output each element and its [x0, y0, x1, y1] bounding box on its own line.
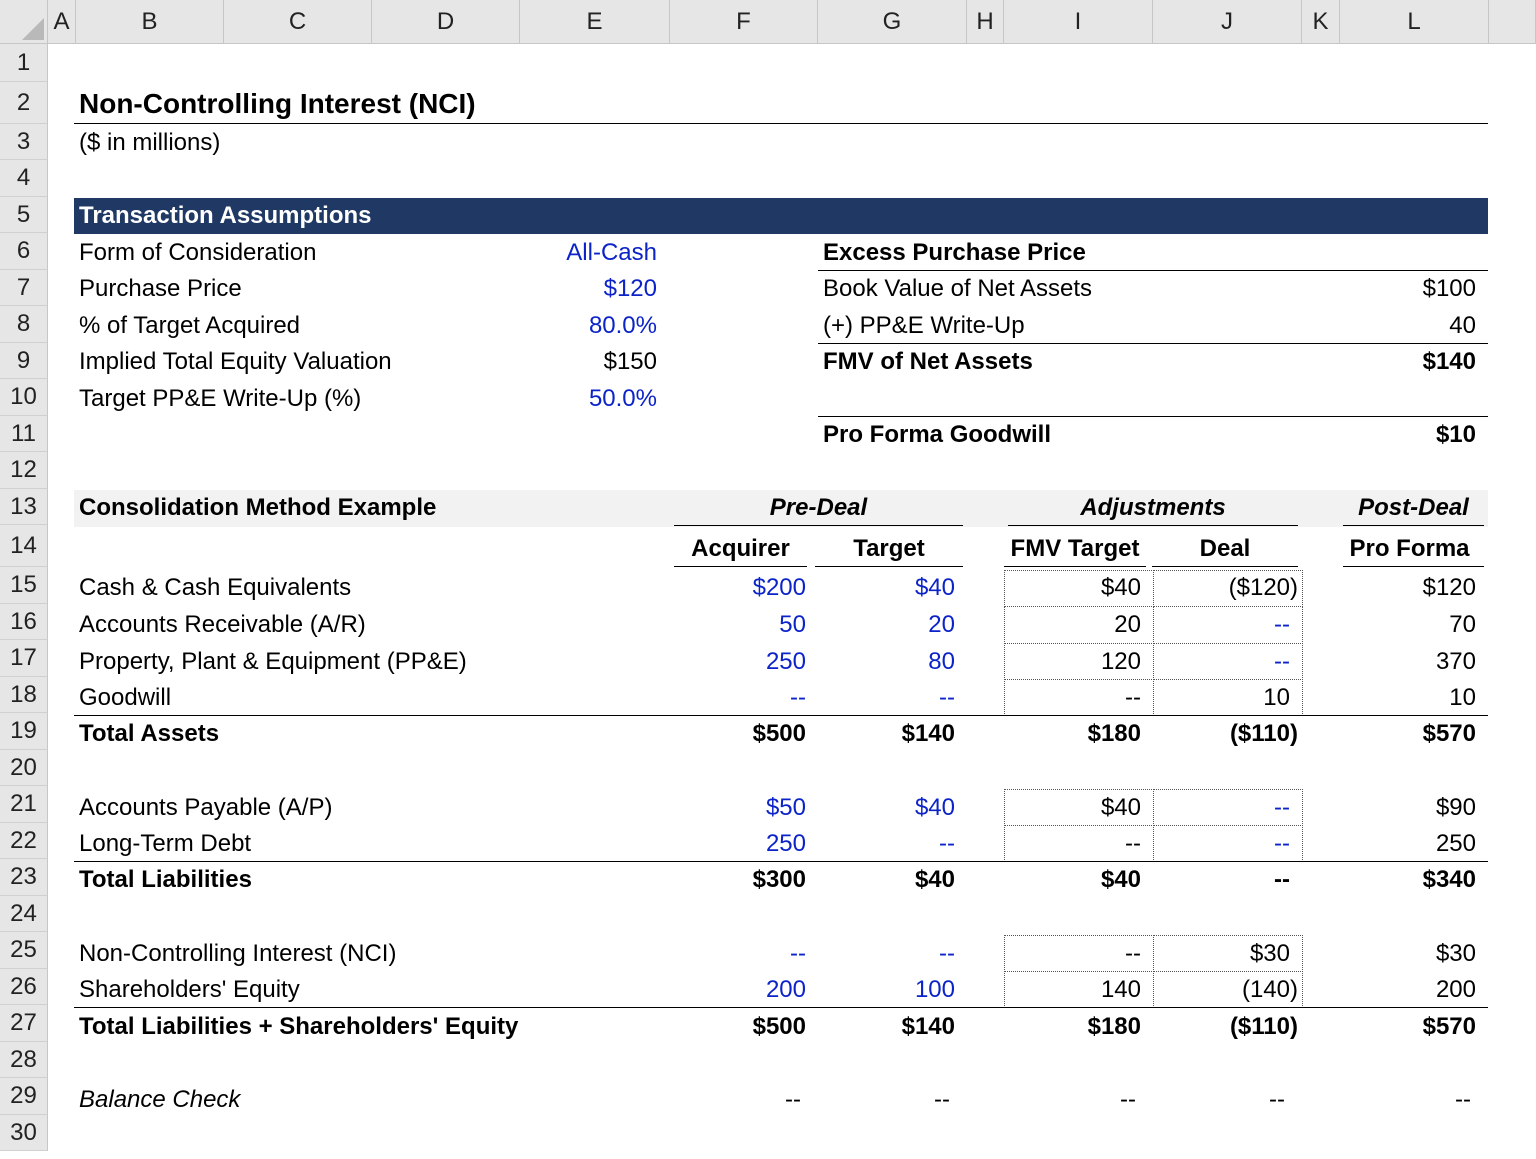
excess-value[interactable]: 40: [1449, 312, 1476, 339]
row-label: Total Assets: [79, 720, 220, 747]
transaction-assumptions-header: Transaction Assumptions: [79, 202, 372, 229]
adjustments-underline: [1008, 525, 1298, 526]
fmv-value[interactable]: --: [1120, 1086, 1136, 1113]
column-header[interactable]: F: [670, 0, 818, 44]
row-header[interactable]: 3: [0, 124, 48, 160]
row-header[interactable]: 10: [0, 379, 48, 416]
excess-purchase-header: Excess Purchase Price: [823, 239, 1086, 266]
column-header[interactable]: G: [818, 0, 967, 44]
assumption-label: Target PP&E Write-Up (%): [79, 385, 362, 412]
column-header[interactable]: A: [48, 0, 76, 44]
deal-value[interactable]: --: [1274, 648, 1290, 675]
title-underline: [74, 123, 1488, 124]
acquirer-value[interactable]: $500: [752, 720, 806, 747]
acquirer-value[interactable]: $500: [752, 1013, 806, 1040]
row-header[interactable]: 14: [0, 525, 48, 567]
row-label: Cash & Cash Equivalents: [79, 574, 352, 601]
acquirer-value[interactable]: 200: [765, 976, 806, 1003]
excess-label: FMV of Net Assets: [823, 348, 1033, 375]
column-header[interactable]: I: [1004, 0, 1153, 44]
row-header[interactable]: 4: [0, 160, 48, 197]
row-header[interactable]: 18: [0, 677, 48, 713]
pro-forma-value[interactable]: $90: [1435, 794, 1476, 821]
select-all-triangle-icon: [22, 18, 44, 40]
row-header[interactable]: 21: [0, 786, 48, 823]
assumption-value[interactable]: 50.0%: [588, 385, 657, 412]
deal-underline: [1152, 566, 1298, 567]
pro-forma-value[interactable]: 200: [1435, 976, 1476, 1003]
deal-value[interactable]: 10: [1263, 684, 1290, 711]
column-header[interactable]: C: [224, 0, 372, 44]
target-value[interactable]: --: [939, 830, 955, 857]
assumption-value[interactable]: $120: [603, 275, 657, 302]
row-header[interactable]: 15: [0, 567, 48, 604]
acquirer-value[interactable]: --: [790, 684, 806, 711]
header-pro-forma: Pro Forma: [1349, 535, 1470, 562]
excess-label: (+) PP&E Write-Up: [823, 312, 1025, 339]
row-header[interactable]: 16: [0, 604, 48, 640]
deal-value[interactable]: --: [1274, 794, 1290, 821]
excess-value[interactable]: $140: [1422, 348, 1476, 375]
acquirer-value[interactable]: $50: [765, 794, 806, 821]
row-header[interactable]: 28: [0, 1042, 48, 1078]
row-label: Property, Plant & Equipment (PP&E): [79, 648, 467, 675]
row-label: Goodwill: [79, 684, 172, 711]
header-fmv-target: FMV Target: [1010, 535, 1140, 562]
pro-forma-value[interactable]: --: [1455, 1086, 1471, 1113]
row-header[interactable]: 11: [0, 416, 48, 452]
deal-value[interactable]: ($120): [1228, 574, 1298, 601]
excess-label: Book Value of Net Assets: [823, 275, 1093, 302]
fmv-value[interactable]: $40: [1100, 574, 1141, 601]
column-header[interactable]: B: [76, 0, 224, 44]
target-value[interactable]: $40: [914, 574, 955, 601]
target-value[interactable]: 80: [928, 648, 955, 675]
pro-forma-value[interactable]: 250: [1435, 830, 1476, 857]
acquirer-underline: [674, 566, 807, 567]
target-value[interactable]: $40: [914, 794, 955, 821]
target-value[interactable]: --: [939, 684, 955, 711]
acquirer-value[interactable]: 250: [765, 830, 806, 857]
deal-value[interactable]: ($110): [1229, 720, 1298, 747]
acquirer-value[interactable]: 250: [765, 648, 806, 675]
fmv-value[interactable]: 120: [1100, 648, 1141, 675]
group-pre-deal: Pre-Deal: [769, 494, 868, 521]
header-target: Target: [853, 535, 925, 562]
column-header[interactable]: L: [1340, 0, 1489, 44]
pro-forma-value[interactable]: $340: [1422, 866, 1476, 893]
excess-label: Pro Forma Goodwill: [823, 421, 1052, 448]
pro-forma-value[interactable]: $570: [1422, 720, 1476, 747]
row-header[interactable]: 23: [0, 859, 48, 896]
pro-forma-value[interactable]: 370: [1435, 648, 1476, 675]
acquirer-value[interactable]: $300: [752, 866, 806, 893]
row-header[interactable]: 30: [0, 1115, 48, 1151]
row-header[interactable]: 6: [0, 233, 48, 270]
target-value[interactable]: $40: [914, 866, 955, 893]
column-header[interactable]: E: [520, 0, 670, 44]
deal-value[interactable]: ($110): [1229, 1013, 1298, 1040]
row-label: Total Liabilities: [79, 866, 252, 893]
sheet-subtitle: ($ in millions): [79, 129, 221, 156]
fmv-value[interactable]: 20: [1114, 611, 1141, 638]
acquirer-value[interactable]: --: [790, 940, 806, 967]
column-header[interactable]: J: [1153, 0, 1302, 44]
column-header[interactable]: D: [372, 0, 520, 44]
pro-forma-value[interactable]: $570: [1422, 1013, 1476, 1040]
pre-deal-underline: [674, 525, 963, 526]
assumption-value[interactable]: All-Cash: [566, 239, 657, 266]
row-label: Total Liabilities + Shareholders' Equity: [79, 1013, 519, 1040]
fmv-value[interactable]: --: [1125, 684, 1141, 711]
acquirer-value[interactable]: 50: [779, 611, 806, 638]
assumption-label: Purchase Price: [79, 275, 242, 302]
fmv-value[interactable]: 140: [1100, 976, 1141, 1003]
assumption-label: Form of Consideration: [79, 239, 317, 266]
row-header[interactable]: 26: [0, 969, 48, 1005]
assumption-value[interactable]: 80.0%: [588, 312, 657, 339]
pro-forma-value[interactable]: 10: [1449, 684, 1476, 711]
assumption-label: % of Target Acquired: [79, 312, 301, 339]
row-header[interactable]: 12: [0, 452, 48, 489]
row-label: Accounts Receivable (A/R): [79, 611, 366, 638]
fmv-value[interactable]: $40: [1100, 794, 1141, 821]
target-value[interactable]: $140: [901, 720, 955, 747]
row-header[interactable]: 29: [0, 1078, 48, 1115]
deal-value[interactable]: --: [1274, 611, 1290, 638]
row-header[interactable]: 8: [0, 306, 48, 343]
row-header[interactable]: 13: [0, 489, 48, 525]
sheet-title: Non-Controlling Interest (NCI): [79, 88, 476, 119]
fmv-value[interactable]: --: [1125, 830, 1141, 857]
row-header[interactable]: 1: [0, 44, 48, 82]
row-header[interactable]: 7: [0, 270, 48, 306]
fmv-value[interactable]: $180: [1087, 1013, 1141, 1040]
pro-forma-underline: [1343, 566, 1484, 567]
fmv-value[interactable]: $180: [1087, 720, 1141, 747]
row-label: Balance Check: [79, 1086, 241, 1113]
group-post-deal: Post-Deal: [1358, 494, 1469, 521]
row-header[interactable]: 25: [0, 932, 48, 969]
row-label: Long-Term Debt: [79, 830, 252, 857]
fmv-underline: [1004, 566, 1146, 567]
pro-forma-value[interactable]: $30: [1435, 940, 1476, 967]
row-header[interactable]: 9: [0, 343, 48, 379]
pro-forma-value[interactable]: $120: [1422, 574, 1476, 601]
row-label: Shareholders' Equity: [79, 976, 300, 1003]
target-underline: [815, 566, 963, 567]
fmv-value[interactable]: $40: [1100, 866, 1141, 893]
acquirer-value[interactable]: --: [785, 1086, 801, 1113]
row-label: Non-Controlling Interest (NCI): [79, 940, 397, 967]
target-value[interactable]: --: [939, 940, 955, 967]
header-acquirer: Acquirer: [691, 535, 790, 562]
target-value[interactable]: 20: [928, 611, 955, 638]
header-deal: Deal: [1199, 535, 1251, 562]
row-header[interactable]: 22: [0, 823, 48, 859]
column-header-overflow[interactable]: [1489, 0, 1536, 44]
pro-forma-value[interactable]: 70: [1449, 611, 1476, 638]
target-value[interactable]: 100: [914, 976, 955, 1003]
row-header[interactable]: 5: [0, 197, 48, 233]
deal-value[interactable]: --: [1274, 830, 1290, 857]
deal-value[interactable]: (140): [1241, 976, 1298, 1003]
deal-value[interactable]: $30: [1249, 940, 1290, 967]
target-value[interactable]: $140: [901, 1013, 955, 1040]
target-value[interactable]: --: [934, 1086, 950, 1113]
row-header[interactable]: 17: [0, 640, 48, 677]
excess-value[interactable]: $10: [1435, 421, 1476, 448]
column-header[interactable]: K: [1302, 0, 1340, 44]
select-all-corner[interactable]: [0, 0, 48, 44]
deal-value[interactable]: --: [1274, 866, 1290, 893]
row-label: Accounts Payable (A/P): [79, 794, 333, 821]
row-header[interactable]: 24: [0, 896, 48, 932]
excess-value[interactable]: $100: [1422, 275, 1476, 302]
row-header[interactable]: 19: [0, 713, 48, 750]
group-adjustments: Adjustments: [1080, 494, 1226, 521]
row-header[interactable]: 20: [0, 750, 48, 786]
assumption-value[interactable]: $150: [603, 348, 657, 375]
deal-value[interactable]: --: [1269, 1086, 1285, 1113]
column-header[interactable]: H: [967, 0, 1004, 44]
row-header[interactable]: 27: [0, 1005, 48, 1042]
consolidation-title: Consolidation Method Example: [79, 494, 437, 521]
post-deal-underline: [1343, 525, 1484, 526]
acquirer-value[interactable]: $200: [752, 574, 806, 601]
fmv-value[interactable]: --: [1125, 940, 1141, 967]
row-header[interactable]: 2: [0, 82, 48, 124]
assumption-label: Implied Total Equity Valuation: [79, 348, 392, 375]
